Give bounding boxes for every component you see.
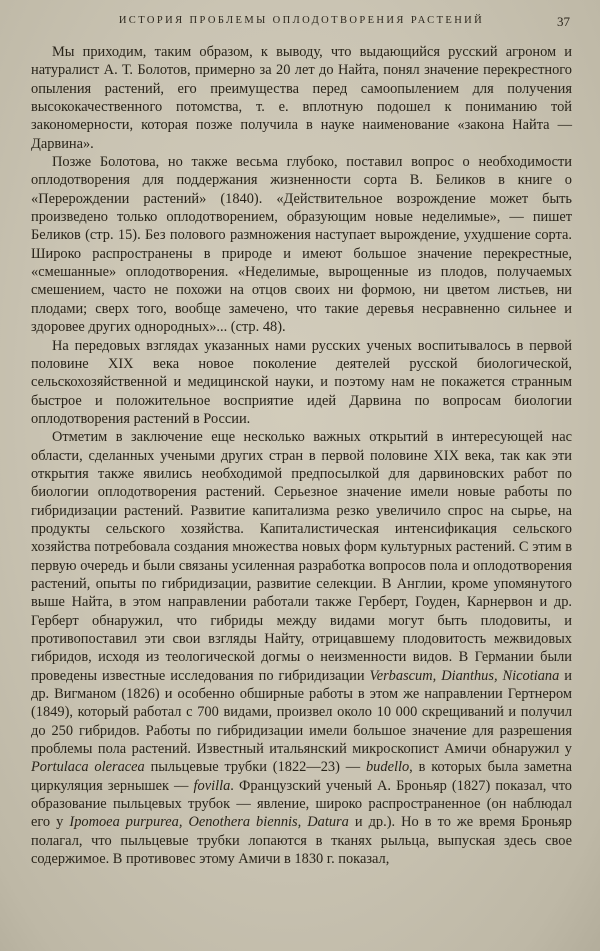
latin-term: Verbascum, Dianthus, Nicotiana bbox=[369, 667, 560, 684]
latin-term: Portulaca oleracea bbox=[31, 759, 145, 776]
text-run: На передовых взглядах указанных нами русских ученых воспитывалось в первой половине XIX века новое поколение деятелей русской биологической, сельскохозяйственной и медицинской науки, и поэтому нам не покажется странным быстрое и положительное восприятие идей Дарвина по вопросам биологии оплодотворения растений в России. bbox=[31, 337, 572, 427]
latin-term: Ipomoea purpurea, Oenothera biennis, Datura bbox=[69, 814, 349, 831]
page-number: 37 bbox=[557, 14, 570, 29]
latin-term: fovilla bbox=[193, 777, 231, 794]
running-head-title: ИСТОРИЯ ПРОБЛЕМЫ ОПЛОДОТВОРЕНИЯ РАСТЕНИЙ bbox=[118, 15, 485, 26]
text-run: , в которых была заметна циркуляция зернышек — bbox=[31, 759, 572, 794]
paragraph bbox=[31, 43, 572, 153]
text-run: . Французский ученый А. Броньяр (1827) показал, что образование пыльцевых трубок — явление, широко распространенное (он наблюдал его у bbox=[31, 777, 572, 831]
running-head bbox=[31, 15, 572, 33]
text-run: и др. Вигманом (1826) и особенно обширные работы в этом же направлении Гертнером (1849), который работал с 700 видами, произвел около 10 000 скрещиваний и получил до 250 гибридов. Работы по гибридизации имели большое значение для разрешения проблемы пола растений. Известный итальянский микроскопист Амичи обнаружил у bbox=[31, 667, 572, 758]
paragraph bbox=[31, 153, 572, 336]
text-run: Позже Болотова, но также весьма глубоко, поставил вопрос о необходимости оплодотворения для поддержания жизненности сорта В. Беликов в книге о «Перерождении растений» (1840). «Действительное возрождение может быть произведено только оплодотворением, образующим новые неделимые», — пишет Беликов (стр. 15). Без полового размножения наступает вырождение, ухудшение сорта. Широко распространены в природе и имеют большое значение перекрестные, «смешанные» оплодотворения. «Неделимые, вырощенные из плодов, получаемых смешением, часто не похожи на отцов своих ни формою, ни цветом листьев, ни плодами; сверх того, вообще замечено, что такие деревья несравненно сильнее и здоровее других однородных»... (стр. 48). bbox=[31, 154, 572, 336]
text-run: и др.). Но в то же время Броньяр полагал, что пыльцевые трубки лопаются в тканях рыльца, выпуская здесь свое содержимое. В противовес этому Амичи в 1830 г. показал, bbox=[31, 814, 572, 868]
text-run: Мы приходим, таким образом, к выводу, что выдающийся русский агроном и натуралист А. Т. Болотов, примерно за 20 лет до Найта, понял значение перекрестного опыления растений, его преимущества перед самоопылением для получения высококачественного потомства, т. е. вплотную подошел к пониманию той закономерности, которая позже получила в науке наименование «закона Найта — Дарвина». bbox=[31, 44, 572, 152]
paragraph bbox=[31, 337, 572, 429]
text-run: пыльцевые трубки (1822—23) — bbox=[144, 759, 366, 776]
body-text bbox=[31, 43, 572, 868]
latin-term: budello bbox=[365, 759, 410, 776]
text-run: Отметим в заключение еще несколько важных открытий в интересующей нас области, сделанных учеными других стран в первой половине XIX века, так как эти открытия также явились необходимой предпосылкой для дарвиновских работ по биологии оплодотворения растений. Серьезное значение имели новые работы по гибридизации растений. Развитие капитализма резко увеличило спрос на сырье, на продукты сельского хозяйства. Капиталистическая интенсификация сельского хозяйства потребовала создания множества новых форм культурных растений. С этим в первую очередь и были связаны усиленная разработка вопросов пола и оплодотворения растений, опыты по гибридизации, развитие селекции. В Англии, кроме упомянутого выше Найта, в этом направлении работали также Герберт, Гоуден, Карнервон и др. Герберт обнаружил, что гибриды между видами могут быть плодовиты, и противопоставил эти свои взгляды Найту, отрицавшему плодовитость межвидовых гибридов, исходя из теологической догмы о неизменности видов. В Германии были проведены известные исследования по гибридизации bbox=[31, 429, 572, 684]
paragraph bbox=[31, 428, 572, 868]
